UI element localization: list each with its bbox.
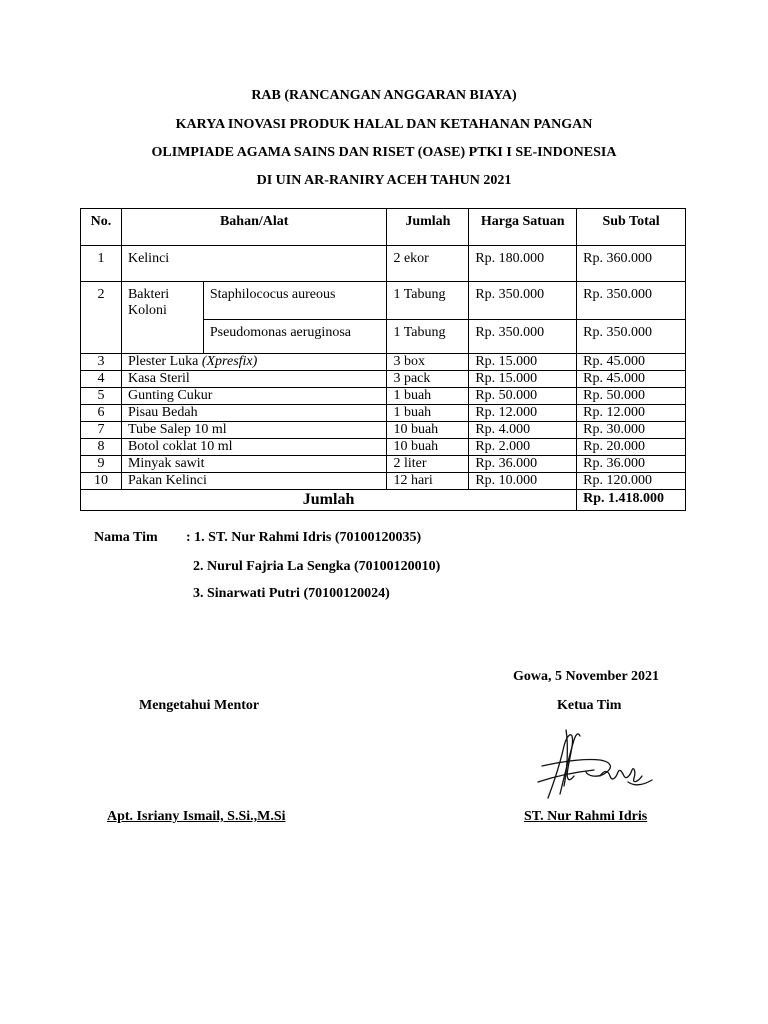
cell-subtotal: Rp. 20.000 (577, 439, 686, 456)
team-label: Nama Tim (94, 530, 158, 545)
cell-item: Gunting Cukur (121, 388, 386, 405)
leader-name: ST. Nur Rahmi Idris (524, 809, 648, 824)
total-label: Jumlah (81, 490, 577, 511)
total-value: Rp. 1.418.000 (577, 490, 686, 511)
cell-price: Rp. 180.000 (469, 246, 577, 282)
cell-qty: 10 buah (387, 439, 469, 456)
total-row (81, 490, 686, 511)
cell-qty: 2 ekor (387, 246, 469, 282)
cell-subtotal: Rp. 12.000 (577, 405, 686, 422)
cell-item: Pseudomonas aeruginosa (203, 320, 387, 354)
budget-table (80, 208, 686, 511)
cell-price: Rp. 12.000 (469, 405, 577, 422)
cell-qty: 3 box (387, 354, 469, 371)
table-row (81, 246, 686, 282)
team-member-3: 3. Sinarwati Putri (70100120024) (193, 586, 390, 601)
cell-qty: 1 buah (387, 405, 469, 422)
cell-no: 4 (81, 371, 122, 388)
team-member-1: : 1. ST. Nur Rahmi Idris (70100120035) (186, 530, 422, 545)
cell-no: 5 (81, 388, 122, 405)
cell-no: 3 (81, 354, 122, 371)
table-row (81, 405, 686, 422)
cell-qty: 1 Tabung (387, 320, 469, 354)
cell-no: 10 (81, 473, 122, 490)
cell-subtotal: Rp. 350.000 (577, 320, 686, 354)
cell-item: Tube Salep 10 ml (121, 422, 386, 439)
table-row (81, 422, 686, 439)
cell-price: Rp. 350.000 (469, 320, 577, 354)
signoff-date: Gowa, 5 November 2021 (513, 669, 659, 684)
cell-subtotal: Rp. 360.000 (577, 246, 686, 282)
cell-subtotal: Rp. 120.000 (577, 473, 686, 490)
cell-qty: 1 Tabung (387, 282, 469, 320)
cell-price: Rp. 10.000 (469, 473, 577, 490)
col-header-item: Bahan/Alat (121, 209, 386, 246)
title-line-2: KARYA INOVASI PRODUK HALAL DAN KETAHANAN PANGAN (175, 117, 593, 132)
table-row (81, 282, 686, 320)
leader-signature (530, 726, 660, 804)
cell-price: Rp. 2.000 (469, 439, 577, 456)
cell-subtotal: Rp. 36.000 (577, 456, 686, 473)
cell-qty: 10 buah (387, 422, 469, 439)
title-line-3: OLIMPIADE AGAMA SAINS DAN RISET (OASE) PTKI I SE-INDONESIA (151, 145, 617, 160)
cell-subtotal: Rp. 50.000 (577, 388, 686, 405)
cell-no: 2 (81, 282, 122, 354)
col-header-no: No. (81, 209, 122, 246)
mentor-name: Apt. Isriany Ismail, S.Si.,M.Si (107, 809, 286, 824)
cell-subtotal: Rp. 30.000 (577, 422, 686, 439)
cell-no: 7 (81, 422, 122, 439)
cell-price: Rp. 15.000 (469, 371, 577, 388)
cell-qty: 3 pack (387, 371, 469, 388)
cell-item: Pakan Kelinci (121, 473, 386, 490)
cell-no: 9 (81, 456, 122, 473)
mentor-label: Mengetahui Mentor (139, 698, 260, 713)
cell-item: Pisau Bedah (121, 405, 386, 422)
table-row (81, 354, 686, 371)
table-header-row (81, 209, 686, 246)
cell-item: Kasa Steril (121, 371, 386, 388)
cell-no: 1 (81, 246, 122, 282)
cell-qty: 1 buah (387, 388, 469, 405)
cell-qty: 12 hari (387, 473, 469, 490)
cell-price: Rp. 36.000 (469, 456, 577, 473)
table-row (81, 388, 686, 405)
team-member-2: 2. Nurul Fajria La Sengka (70100120010) (193, 559, 441, 574)
table-row (81, 456, 686, 473)
cell-price: Rp. 4.000 (469, 422, 577, 439)
cell-no: 8 (81, 439, 122, 456)
cell-price: Rp. 350.000 (469, 282, 577, 320)
title-line-4: DI UIN AR-RANIRY ACEH TAHUN 2021 (256, 173, 512, 188)
table-row (81, 473, 686, 490)
cell-qty: 2 liter (387, 456, 469, 473)
cell-no: 6 (81, 405, 122, 422)
cell-item-group: Bakteri Koloni (121, 282, 203, 354)
cell-subtotal: Rp. 45.000 (577, 354, 686, 371)
cell-subtotal: Rp. 45.000 (577, 371, 686, 388)
col-header-price: Harga Satuan (469, 209, 577, 246)
col-header-subtotal: Sub Total (577, 209, 686, 246)
item-name: Plester Luka (127, 354, 199, 369)
title-line-1: RAB (RANCANGAN ANGGARAN BIAYA) (251, 88, 517, 103)
cell-price: Rp. 50.000 (469, 388, 577, 405)
cell-item: Minyak sawit (121, 456, 386, 473)
item-brand: (Xpresfix) (201, 354, 258, 369)
leader-label: Ketua Tim (557, 698, 622, 713)
cell-item (121, 354, 386, 371)
cell-subtotal: Rp. 350.000 (577, 282, 686, 320)
cell-item: Botol coklat 10 ml (121, 439, 386, 456)
cell-price: Rp. 15.000 (469, 354, 577, 371)
cell-item: Kelinci (121, 246, 386, 282)
col-header-qty: Jumlah (387, 209, 469, 246)
cell-item: Staphilococus aureous (203, 282, 387, 320)
table-row (81, 439, 686, 456)
table-row (81, 371, 686, 388)
